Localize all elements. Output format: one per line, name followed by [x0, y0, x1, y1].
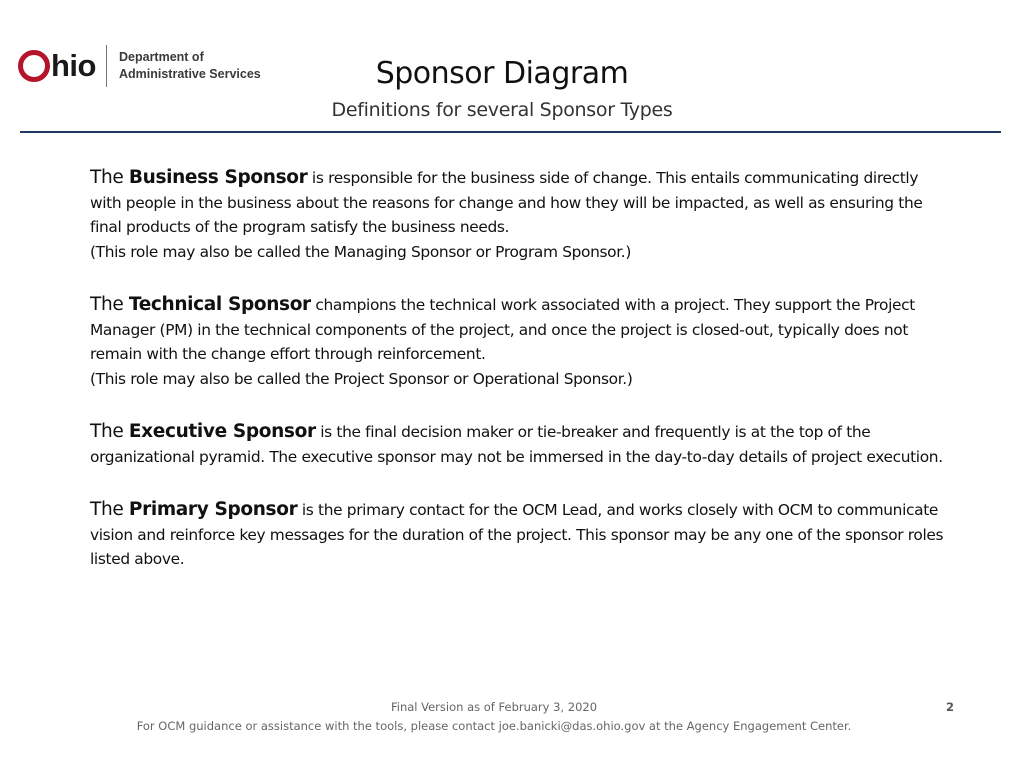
definition-term: Technical Sponsor	[128, 294, 311, 315]
technical-sponsor-definition	[90, 293, 950, 391]
ohio-wordmark-rest: hio	[51, 48, 96, 83]
definition-prefix: The	[90, 499, 129, 520]
definition-prefix: The	[90, 421, 129, 442]
footer-version: Final Version as of February 3, 2020	[390, 700, 598, 714]
definition-text: is the final decision maker or tie-breaker and frequently is at the top of the organizational pyramid. The executive sponsor may not be immersed in the day-to-day details of project execution.	[90, 423, 943, 466]
definition-prefix: The	[90, 294, 129, 315]
definition-text: is the primary contact for the OCM Lead, and works closely with OCM to communicate vision and reinforce key messages for the duration of the project. This sponsor may be any one of the sponsor roles listed above.	[90, 501, 944, 568]
executive-sponsor-definition	[90, 420, 950, 469]
definition-text: is responsible for the business side of change. This entails communicating directly with people in the business about the reasons for change and how they will be impacted, as well as ensuring the final products of the program satisfy the business needs.	[90, 169, 923, 236]
definition-note: (This role may also be called the Project Sponsor or Operational Sponsor.)	[90, 369, 633, 388]
header-divider	[20, 131, 1001, 133]
definition-term: Business Sponsor	[128, 167, 308, 188]
primary-sponsor-definition	[90, 498, 950, 572]
definition-note: (This role may also be called the Managing Sponsor or Program Sponsor.)	[90, 242, 631, 261]
definition-term: Primary Sponsor	[128, 499, 298, 520]
page-number: 2	[946, 700, 955, 714]
definition-prefix: The	[90, 167, 129, 188]
page-subtitle: Definitions for several Sponsor Types	[331, 99, 673, 121]
definitions-body	[90, 166, 950, 572]
definition-term: Executive Sponsor	[128, 421, 316, 442]
footer-contact: For OCM guidance or assistance with the tools, please contact joe.banicki@das.ohio.gov at the Agency Engagement Center.	[136, 719, 852, 733]
department-line-1: Department of	[119, 50, 204, 64]
department-line-2: Administrative Services	[119, 67, 261, 81]
business-sponsor-definition	[90, 166, 950, 264]
definition-text: champions the technical work associated with a project. They support the Project Manager (PM) in the technical components of the project, and once the project is closed-out, typically does not remain with the change effort through reinforcement.	[90, 296, 915, 363]
page-title: Sponsor Diagram	[375, 56, 629, 91]
